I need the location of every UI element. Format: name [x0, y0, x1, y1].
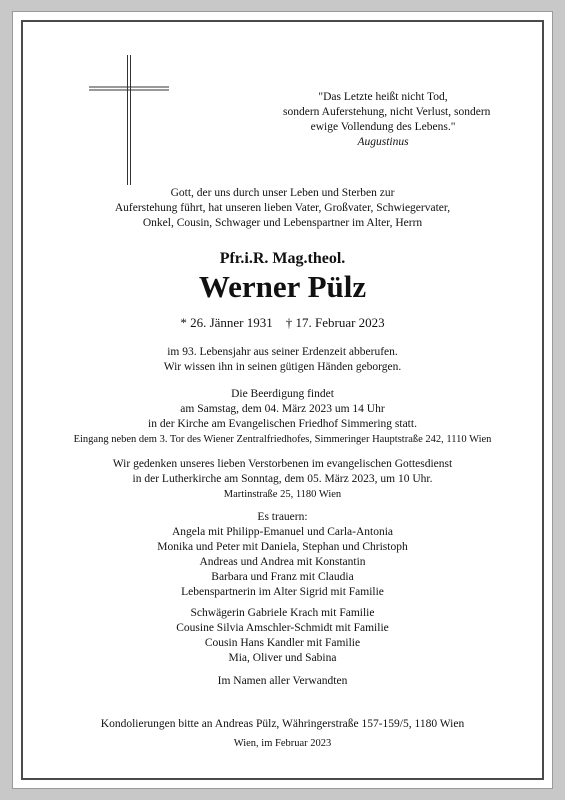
- passing-line: im 93. Lebensjahr aus seiner Erdenzeit abberufen.: [167, 346, 398, 358]
- intro-line: Onkel, Cousin, Schwager und Lebenspartner im Alter, Herrn: [142, 217, 423, 229]
- mourners-list: [13, 510, 552, 600]
- deceased-name: Werner Pülz: [198, 269, 367, 304]
- intro-line: Auferstehung führt, hat unseren lieben Vater, Großvater, Schwiegervater,: [114, 202, 451, 214]
- closing-text: Im Namen aller Verwandten: [217, 675, 348, 687]
- list-item: Barbara und Franz mit Claudia: [211, 571, 354, 583]
- relatives-list: [13, 606, 552, 666]
- service-line: Martinstraße 25, 1180 Wien: [223, 489, 342, 500]
- quote-line: "Das Letzte heißt nicht Tod,: [318, 91, 448, 103]
- funeral-line: in der Kirche am Evangelischen Friedhof Simmering statt.: [148, 418, 417, 430]
- life-dates: [13, 315, 552, 330]
- condolences-text: Kondolierungen bitte an Andreas Pülz, Währingerstraße 157-159/5, 1180 Wien: [100, 718, 465, 730]
- quote-line: ewige Vollendung des Lebens.": [310, 121, 456, 133]
- service-line: Wir gedenken unseres lieben Verstorbenen im evangelischen Gottesdienst: [112, 458, 453, 470]
- list-item: Angela mit Philipp-Emanuel und Carla-Antonia: [171, 526, 393, 538]
- passing-text: [13, 345, 552, 375]
- funeral-line: Die Beerdigung findet: [231, 388, 334, 400]
- list-item: Cousin Hans Kandler mit Familie: [204, 637, 361, 649]
- list-item: Schwägerin Gabriele Krach mit Familie: [190, 607, 375, 619]
- deceased-title: Pfr.i.R. Mag.theol.: [219, 250, 346, 267]
- service-info: [13, 457, 552, 502]
- quote-author: Augustinus: [357, 136, 409, 148]
- list-item: Andreas und Andrea mit Konstantin: [199, 556, 366, 568]
- funeral-info: [13, 387, 552, 447]
- list-item: Monika und Peter mit Daniela, Stephan und Christoph: [157, 541, 408, 553]
- place-date: Wien, im Februar 2023: [233, 738, 332, 749]
- death-date: † 17. Februar 2023: [285, 315, 385, 330]
- list-item: Lebenspartnerin im Alter Sigrid mit Familie: [181, 586, 384, 598]
- list-item: Mia, Oliver und Sabina: [228, 652, 337, 664]
- passing-line: Wir wissen ihn in seinen gütigen Händen geborgen.: [163, 361, 402, 373]
- quote: [283, 90, 491, 150]
- funeral-line: am Samstag, dem 04. März 2023 um 14 Uhr: [180, 403, 385, 415]
- funeral-line: Eingang neben dem 3. Tor des Wiener Zentralfriedhofes, Simmeringer Hauptstraße 242, 1110 Wien: [73, 434, 492, 445]
- intro-line: Gott, der uns durch unser Leben und Sterben zur: [170, 187, 395, 199]
- birth-date: * 26. Jänner 1931: [180, 315, 273, 330]
- obituary-card: [13, 12, 552, 788]
- intro-text: [13, 186, 552, 231]
- cross-icon: [89, 55, 169, 185]
- mourners-heading: Es trauern:: [257, 511, 308, 523]
- quote-line: sondern Auferstehung, nicht Verlust, sondern: [283, 106, 491, 118]
- service-line: in der Lutherkirche am Sonntag, dem 05. März 2023, um 10 Uhr.: [132, 473, 433, 485]
- list-item: Cousine Silvia Amschler-Schmidt mit Familie: [176, 622, 389, 634]
